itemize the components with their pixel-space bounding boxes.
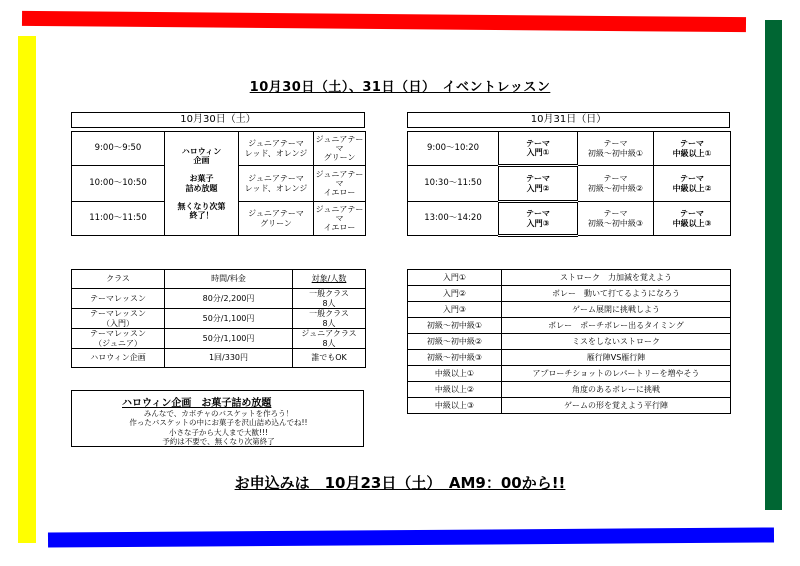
halloween-line: 予約は不要で、無くなり次第終了 — [162, 437, 275, 447]
header-time-price: 時間/料金 — [165, 270, 293, 289]
application-notice: お申込みは 10月23日（土） AM9：00から!! — [234, 474, 566, 492]
theme-description: 角度のあるボレーに挑戦 — [502, 382, 731, 398]
halloween-line: 作ったバスケットの中にお菓子を沢山詰め込んでね!! — [129, 418, 308, 428]
halloween-line: 小さな子から大人まで大歓!!! — [168, 427, 269, 437]
class-price: 80分/2,200円 — [165, 289, 293, 309]
halloween-description — [72, 409, 365, 447]
day2-schedule-table — [407, 131, 731, 237]
day2-slot-3b: テーマ 初級～初中級③ — [578, 202, 654, 236]
day1-slot-3a: ジュニアテーマ グリーン — [239, 202, 314, 236]
day1-time-3: 11:00～11:50 — [72, 202, 165, 236]
header-class: クラス — [72, 270, 165, 289]
theme-level: 中級以上① — [408, 366, 502, 382]
class-name: ハロウィン企画 — [72, 349, 165, 368]
class-target: 一般クラス 8人 — [293, 309, 366, 329]
theme-description: ボレー 動いて打てるようになろう — [502, 286, 731, 302]
class-target: ジュニアクラス 8人 — [293, 329, 366, 349]
theme-level: 中級以上③ — [408, 398, 502, 414]
day2-slot-2b: テーマ 初級～初中級② — [578, 166, 654, 202]
header-target: 対象/人数 — [293, 270, 366, 289]
class-name: テーマレッスン （入門） — [72, 309, 165, 329]
day1-time-2: 10:00～10:50 — [72, 166, 165, 202]
day2-time-2: 10:30～11:50 — [408, 166, 499, 202]
theme-description: ボレー ポーチボレー出るタイミング — [502, 318, 731, 334]
day2-time-3: 13:00～14:20 — [408, 202, 499, 236]
day2-slot-2a: テーマ 入門② — [499, 166, 578, 202]
theme-level: 初級～初中級③ — [408, 350, 502, 366]
day1-slot-1b: ジュニアテーマ グリーン — [314, 132, 366, 166]
page-title: 10月30日（土）、31日（日） イベントレッスン — [249, 80, 551, 95]
day2-slot-3c: テーマ 中級以上③ — [654, 202, 731, 236]
class-target: 一般クラス 8人 — [293, 289, 366, 309]
class-target: 誰でもOK — [293, 349, 366, 368]
day2-time-1: 9:00～10:20 — [408, 132, 499, 166]
day2-slot-3a: テーマ 入門③ — [499, 202, 578, 236]
day1-schedule-table — [71, 131, 366, 236]
day1-slot-1a: ジュニアテーマ レッド、オレンジ — [239, 132, 314, 166]
day2-slot-1b: テーマ 初級～初中級① — [578, 132, 654, 166]
red-border-bar — [22, 11, 746, 32]
theme-description: ゲームの形を覚えよう平行陣 — [502, 398, 731, 414]
day1-header: 10月30日（土） — [71, 112, 365, 128]
yellow-border-bar — [18, 36, 36, 543]
theme-level: 入門② — [408, 286, 502, 302]
class-price-table — [71, 269, 366, 368]
theme-description: ストローク 力加減を覚えよう — [502, 270, 731, 286]
theme-table — [407, 269, 731, 414]
day2-header: 10月31日（日） — [407, 112, 730, 128]
theme-description: ゲーム展開に挑戦しよう — [502, 302, 731, 318]
class-name: テーマレッスン — [72, 289, 165, 309]
halloween-line: みんなで、カボチャのバスケットを作ろう！ — [143, 409, 294, 418]
day1-slot-2a: ジュニアテーマ レッド、オレンジ — [239, 166, 314, 202]
day2-slot-1c: テーマ 中級以上① — [654, 132, 731, 166]
class-name: テーマレッスン （ジュニア） — [72, 329, 165, 349]
class-price: 50分/1,100円 — [165, 329, 293, 349]
day1-slot-3b: ジュニアテーマ イエロー — [314, 202, 366, 236]
day2-slot-2c: テーマ 中級以上② — [654, 166, 731, 202]
theme-description: 雁行陣VS雁行陣 — [502, 350, 731, 366]
halloween-title: ハロウィン企画 お菓子詰め放題 — [122, 398, 272, 409]
halloween-info-box — [71, 390, 364, 447]
class-price: 50分/1,100円 — [165, 309, 293, 329]
class-price: 1回/330円 — [165, 349, 293, 368]
day1-halloween-cell: ハロウィン 企画 お菓子 詰め放題 無くなり次第 終了！ — [165, 132, 239, 236]
theme-level: 入門③ — [408, 302, 502, 318]
blue-border-bar — [48, 527, 774, 547]
theme-level: 初級～初中級① — [408, 318, 502, 334]
day1-time-1: 9:00～9:50 — [72, 132, 165, 166]
day2-slot-1a: テーマ 入門① — [499, 132, 578, 166]
day1-slot-2b: ジュニアテーマ イエロー — [314, 166, 366, 202]
theme-description: ミスをしないストローク — [502, 334, 731, 350]
theme-level: 初級～初中級② — [408, 334, 502, 350]
theme-description: アプローチショットのレパートリーを増やそう — [502, 366, 731, 382]
theme-level: 入門① — [408, 270, 502, 286]
theme-level: 中級以上② — [408, 382, 502, 398]
